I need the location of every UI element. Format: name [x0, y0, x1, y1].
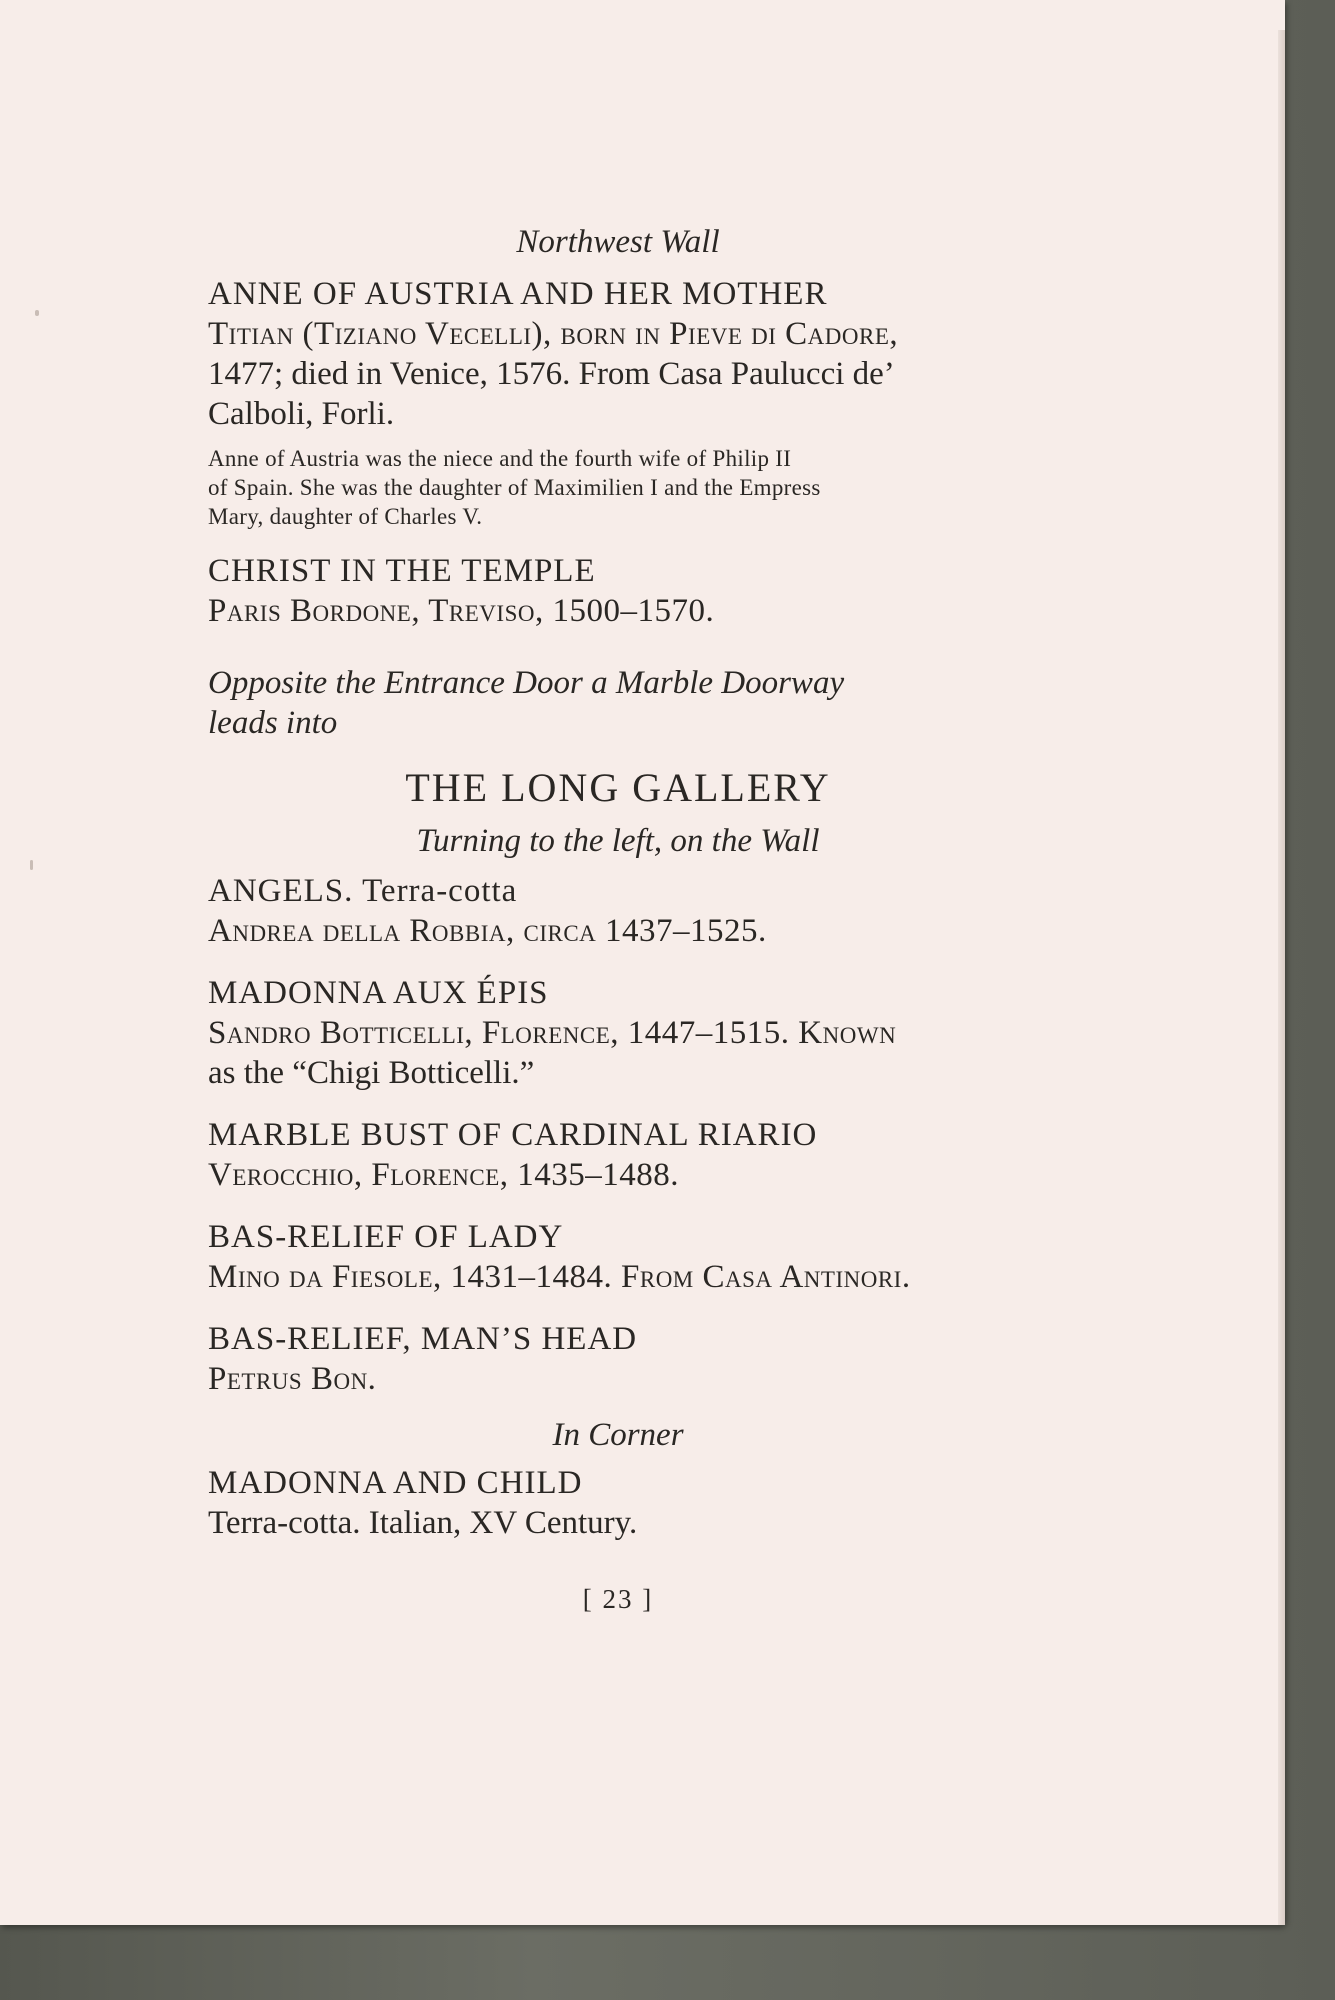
gallery-title: THE LONG GALLERY: [405, 765, 831, 810]
transition-note: [208, 663, 1028, 743]
section-heading-northwest-wall: Northwest Wall: [516, 224, 720, 260]
entry-attribution: Titian (Tiziano Vecelli), born in Pieve di Cadore,: [208, 316, 899, 352]
entry-attribution: Sandro Botticelli, Florence, 1447–1515. Known: [208, 1015, 897, 1051]
catalog-entry: [208, 973, 1028, 1093]
entry-title: ANNE OF AUSTRIA AND HER MOTHER: [208, 276, 828, 312]
entry-attribution: Paris Bordone, Treviso, 1500–1570.: [208, 593, 715, 629]
margin-mark: [30, 860, 33, 870]
catalog-entry: [208, 1463, 1028, 1543]
entry-attribution: Terra-cotta. Italian, XV Century.: [208, 1505, 638, 1541]
entry-note-line: of Spain. She was the daughter of Maximilien I and the Empress: [208, 475, 821, 500]
entry-attribution: as the “Chigi Botticelli.”: [208, 1055, 535, 1091]
entry-title: BAS-RELIEF, MAN’S HEAD: [208, 1321, 638, 1357]
transition-line: leads into: [208, 705, 338, 741]
entry-attribution: Mino da Fiesole, 1431–1484. From Casa Antinori.: [208, 1259, 911, 1295]
entry-title: MARBLE BUST OF CARDINAL RIARIO: [208, 1117, 818, 1153]
entry-title: CHRIST IN THE TEMPLE: [208, 553, 596, 589]
page-edge: [1278, 30, 1285, 1925]
catalog-entry: [208, 1319, 1028, 1399]
catalog-entry: [208, 871, 1028, 951]
entry-attribution: Calboli, Forli.: [208, 396, 395, 432]
entry-note-line: Anne of Austria was the niece and the fourth wife of Philip II: [208, 446, 792, 471]
entry-attribution: Verocchio, Florence, 1435–1488.: [208, 1157, 680, 1193]
catalog-entry: [208, 1217, 1028, 1297]
entry-title: ANGELS. Terra-cotta: [208, 873, 518, 909]
entry-title: MADONNA AUX ÉPIS: [208, 975, 549, 1011]
section-heading-in-corner: In Corner: [552, 1417, 684, 1453]
entry-attribution: 1477; died in Venice, 1576. From Casa Paulucci de’: [208, 356, 895, 392]
catalog-entry: [208, 274, 1028, 531]
entry-attribution: Andrea della Robbia, circa 1437–1525.: [208, 913, 767, 949]
catalog-entry: [208, 551, 1028, 631]
transition-line: Opposite the Entrance Door a Marble Doorway: [208, 665, 845, 701]
catalog-entry: [208, 1115, 1028, 1195]
entry-title: BAS-RELIEF OF LADY: [208, 1219, 564, 1255]
page-number: [ 23 ]: [582, 1584, 654, 1614]
section-heading-turning-left: Turning to the left, on the Wall: [416, 823, 820, 859]
margin-mark: [35, 310, 39, 316]
entry-title: MADONNA AND CHILD: [208, 1465, 583, 1501]
entry-note-line: Mary, daughter of Charles V.: [208, 504, 483, 529]
page-content: [208, 222, 1028, 1615]
entry-attribution: Petrus Bon.: [208, 1361, 377, 1397]
entry-note: [208, 444, 1028, 531]
